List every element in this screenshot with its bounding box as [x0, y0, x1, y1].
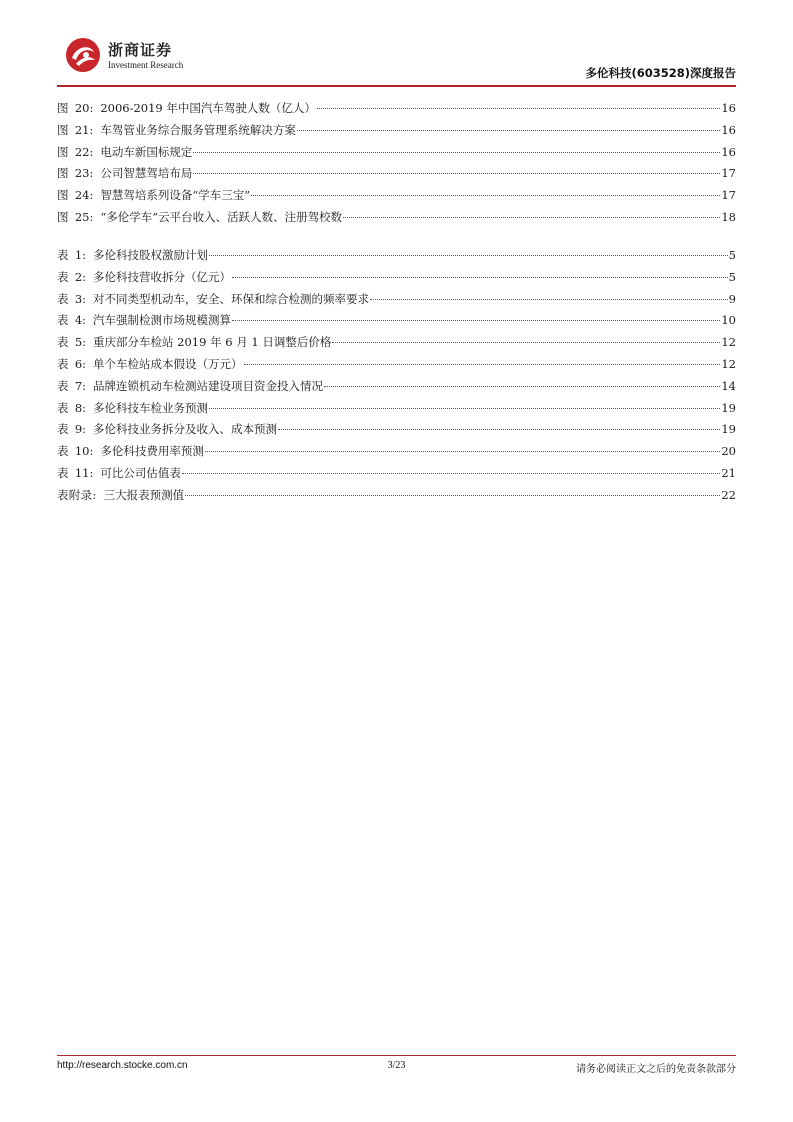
toc-entry[interactable]: [57, 398, 736, 420]
toc-leader: [185, 495, 720, 496]
toc-leader: [182, 473, 721, 474]
toc-title: 多伦科技股权激励计划: [93, 248, 209, 262]
toc-page-number: 21: [721, 465, 736, 480]
toc-page-number: 22: [721, 487, 736, 502]
toc-number: 24:: [74, 188, 94, 203]
toc-leader: [297, 130, 721, 131]
toc-prefix: 表: [57, 356, 69, 371]
toc-entry[interactable]: [57, 441, 736, 463]
toc-prefix: 图: [57, 101, 69, 115]
toc-leader: [278, 429, 720, 430]
header-divider: [57, 85, 736, 87]
toc-page-number: 17: [721, 188, 736, 203]
toc-leader: [343, 217, 720, 218]
toc-title: 汽车强制检测市场规模测算: [93, 313, 232, 328]
toc-leader: [205, 451, 721, 452]
toc-entry[interactable]: [57, 185, 736, 207]
company-logo: [64, 36, 184, 78]
toc-page-number: 5: [728, 248, 736, 262]
toc-number: 10:: [74, 444, 94, 459]
footer-website-link[interactable]: http://research.stocke.com.cn: [57, 1060, 188, 1071]
logo-chinese-name: 浙商证券: [108, 41, 173, 59]
toc-number: 6:: [74, 356, 87, 371]
toc-prefix: 表: [57, 291, 69, 306]
toc-entry[interactable]: [57, 142, 736, 164]
toc-prefix: 表: [57, 444, 69, 459]
toc-prefix: 表: [57, 378, 69, 393]
toc-leader: [251, 195, 720, 196]
toc-prefix: 表: [57, 400, 69, 415]
footer-divider: [57, 1055, 736, 1056]
toc-prefix: 图: [57, 166, 69, 181]
toc-prefix: 表: [57, 313, 69, 328]
toc-prefix: 表: [57, 269, 69, 284]
toc-number: 25:: [74, 209, 94, 224]
toc-number: 23:: [74, 166, 94, 181]
toc-page-number: 18: [721, 209, 736, 224]
toc-number: 5:: [74, 335, 87, 350]
table-index: [57, 245, 736, 507]
toc-title: 对不同类型机动车，安全、环保和综合检测的频率要求: [93, 291, 370, 306]
figure-index: [57, 98, 736, 229]
toc-entry[interactable]: [57, 419, 736, 441]
toc-entry[interactable]: [57, 207, 736, 229]
toc-entry[interactable]: [57, 245, 736, 267]
toc-prefix: 图: [57, 122, 69, 137]
toc-entry[interactable]: [57, 463, 736, 485]
toc-page-number: 16: [721, 144, 736, 159]
toc-number: 4:: [74, 313, 87, 328]
toc-page-number: 16: [721, 101, 736, 115]
toc-entry[interactable]: [57, 485, 736, 507]
toc-title: 智慧驾培系列设备“学车三宝”: [100, 188, 251, 203]
toc-title: 三大报表预测值: [103, 487, 185, 502]
toc-title: 公司智慧驾培布局: [100, 166, 193, 181]
toc-prefix: 表: [57, 248, 69, 262]
toc-leader: [193, 173, 720, 174]
toc-title: 重庆部分车检站 2019 年 6 月 1 日调整后价格: [93, 335, 332, 350]
toc-page-number: 19: [721, 400, 736, 415]
toc-title: 单个车检站成本假设（万元）: [93, 356, 243, 371]
toc-leader: [332, 342, 720, 343]
toc-number: 3:: [74, 291, 87, 306]
toc-number: 11:: [74, 465, 94, 480]
toc-number: 7:: [74, 378, 87, 393]
toc-title: 多伦科技车检业务预测: [93, 400, 209, 415]
toc-entry[interactable]: [57, 332, 736, 354]
toc-leader: [232, 320, 720, 321]
toc-leader: [317, 108, 720, 109]
zheshang-logo-icon: [64, 36, 102, 74]
toc-prefix: 表: [57, 335, 69, 350]
toc-leader: [232, 277, 728, 278]
toc-prefix: 表: [57, 422, 69, 437]
toc-leader: [209, 255, 728, 256]
toc-page-number: 5: [728, 269, 736, 284]
report-title: 多伦科技(603528)深度报告: [585, 66, 736, 80]
toc-title: “多伦学车”云平台收入、活跃人数、注册驾校数: [100, 209, 343, 224]
toc-entry[interactable]: [57, 354, 736, 376]
toc-entry[interactable]: [57, 289, 736, 311]
toc-entry[interactable]: [57, 267, 736, 289]
toc-number: 21:: [74, 122, 94, 137]
toc-leader: [324, 386, 720, 387]
toc-number: 22:: [74, 144, 94, 159]
toc-entry[interactable]: [57, 98, 736, 120]
toc-title: 品牌连锁机动车检测站建设项目资金投入情况: [93, 378, 324, 393]
toc-number: 2:: [74, 269, 87, 284]
toc-entry[interactable]: [57, 376, 736, 398]
toc-page-number: 12: [721, 356, 736, 371]
footer-disclaimer: 请务必阅读正文之后的免责条款部分: [576, 1064, 736, 1075]
logo-english-name: Investment Research: [108, 60, 184, 70]
toc-prefix: 图: [57, 188, 69, 203]
toc-number: 1:: [74, 248, 87, 262]
toc-prefix: 图: [57, 144, 69, 159]
toc-page-number: 12: [721, 335, 736, 350]
toc-number: 9:: [74, 422, 87, 437]
toc-number: 8:: [74, 400, 87, 415]
toc-title: 电动车新国标规定: [100, 144, 193, 159]
toc-title: 可比公司估值表: [100, 465, 181, 480]
toc-page-number: 17: [721, 166, 736, 181]
toc-title: 多伦科技营收拆分（亿元）: [93, 269, 232, 284]
toc-title: 多伦科技业务拆分及收入、成本预测: [93, 422, 278, 437]
toc-title: 多伦科技费用率预测: [100, 444, 204, 459]
toc-page-number: 20: [721, 444, 736, 459]
toc-page-number: 16: [721, 122, 736, 137]
toc-entry[interactable]: [57, 310, 736, 332]
toc-page-number: 9: [728, 291, 736, 306]
toc-title: 2006-2019 年中国汽车驾驶人数（亿人）: [100, 101, 316, 115]
toc-prefix: 表: [57, 465, 69, 480]
toc-leader: [209, 408, 720, 409]
footer-page-number: 3/23: [387, 1060, 406, 1071]
toc-leader: [193, 152, 720, 153]
toc-page-number: 10: [721, 313, 736, 328]
toc-entry[interactable]: [57, 163, 736, 185]
toc-number: 20:: [74, 101, 94, 115]
toc-page-number: 14: [721, 378, 736, 393]
toc-page-number: 19: [721, 422, 736, 437]
toc-prefix: 表附录:: [57, 487, 97, 502]
toc-title: 车驾管业务综合服务管理系统解决方案: [100, 122, 296, 137]
toc-leader: [370, 299, 728, 300]
toc-entry[interactable]: [57, 120, 736, 142]
toc-leader: [244, 364, 721, 365]
toc-prefix: 图: [57, 209, 69, 224]
